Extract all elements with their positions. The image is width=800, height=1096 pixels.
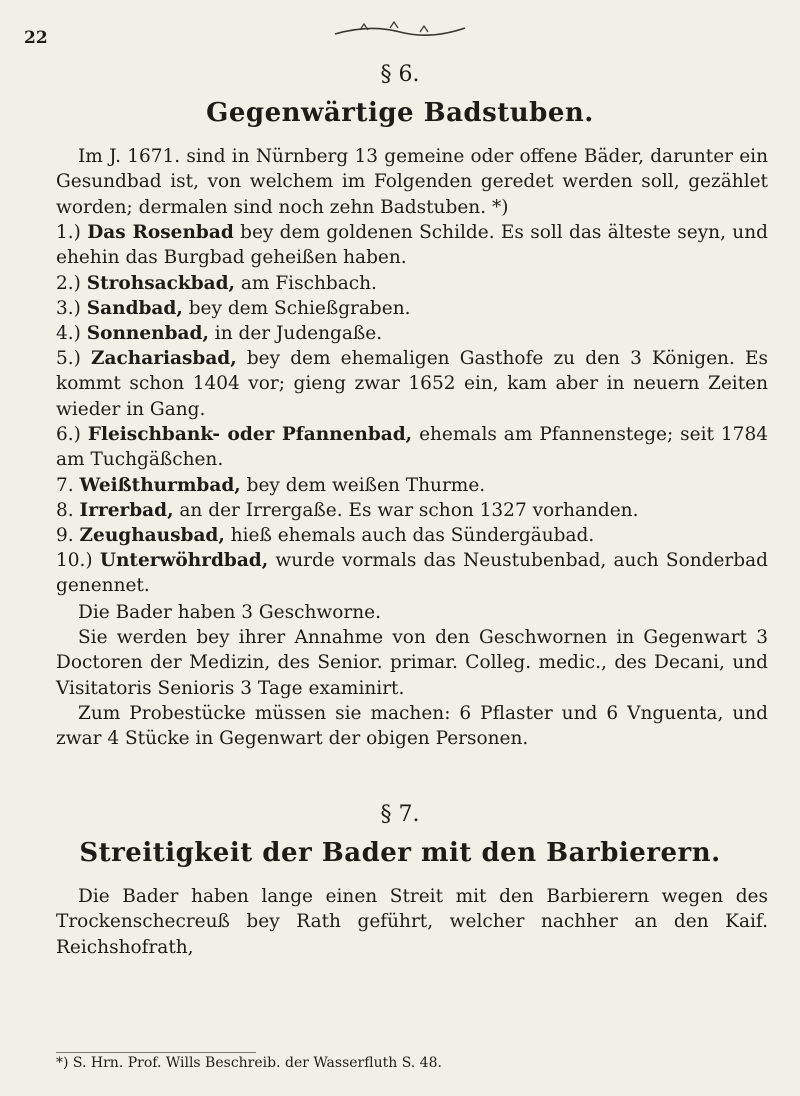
list-item xyxy=(56,498,768,523)
item-number: 6.) xyxy=(56,424,81,445)
section-7-label: § 7. xyxy=(380,802,420,827)
item-number: 4.) xyxy=(56,323,81,344)
bath-name: Strohsackbad, xyxy=(86,273,235,294)
list-item xyxy=(56,321,768,346)
list-item xyxy=(56,548,768,599)
bath-description: wurde vormals das Neustubenbad, auch Sonderbad genennet. xyxy=(56,550,768,597)
bath-name: Sonnenbad, xyxy=(86,323,209,344)
bath-description: an der Irrergaße. Es war schon 1327 vorhanden. xyxy=(173,500,639,521)
item-number: 5.) xyxy=(56,348,81,369)
list-item xyxy=(56,523,768,548)
footnote: *) S. Hrn. Prof. Wills Beschreib. der Wasserfluth S. 48. xyxy=(56,1055,442,1071)
section-6-paragraph-3: Zum Probestücke müssen sie machen: 6 Pflaster und 6 Vnguenta, und zwar 4 Stücke in Gegenwart der obigen Personen. xyxy=(56,703,768,750)
bath-name: Irrerbad, xyxy=(79,500,174,521)
bath-name: Unterwöhrdbad, xyxy=(99,550,269,571)
section-7-paragraph-1: Die Bader haben lange einen Streit mit den Barbierern wegen des Trockenschecreuß bey Rath geführt, welcher nachher an den Kaif. Reichshofrath, xyxy=(56,886,768,958)
bath-name: Zachariasbad, xyxy=(91,348,237,369)
bath-description: bey dem weißen Thurme. xyxy=(240,475,486,496)
list-item xyxy=(56,346,768,422)
section-6-label: § 6. xyxy=(380,62,420,87)
item-number: 7. xyxy=(56,475,74,496)
section-6-intro: Im J. 1671. sind in Nürnberg 13 gemeine oder offene Bäder, darunter ein Gesundbad ist, von welchem im Folgenden geredet werden soll, gezählet worden; dermalen sind noch zehn Badstuben. *) xyxy=(56,146,768,218)
bath-description: bey dem goldenen Schilde. Es soll das älteste seyn, und ehehin das Burgbad geheißen haben. xyxy=(56,222,768,269)
item-number: 1.) xyxy=(56,222,81,243)
bath-name: Sandbad, xyxy=(86,298,183,319)
item-number: 8. xyxy=(56,500,74,521)
bath-name: Weißthurmbad, xyxy=(79,475,241,496)
bath-description: in der Judengaße. xyxy=(208,323,383,344)
item-number: 2.) xyxy=(56,273,81,294)
bath-description: ehemals am Pfannenstege; seit 1784 am Tuchgäßchen. xyxy=(56,424,768,471)
bath-description: bey dem Schießgraben. xyxy=(182,298,411,319)
list-item xyxy=(56,271,768,296)
bath-description: bey dem ehemaligen Gasthofe zu den 3 Königen. Es kommt schon 1404 vor; gieng zwar 1652 ein, kam aber in neuern Zeiten wieder in Gang. xyxy=(56,348,768,420)
header-ornament-icon xyxy=(330,20,470,40)
bath-name: Das Rosenbad xyxy=(87,222,234,243)
bath-description: am Fischbach. xyxy=(235,273,377,294)
bath-name: Zeughausbad, xyxy=(79,525,225,546)
item-number: 10.) xyxy=(56,550,93,571)
item-number: 9. xyxy=(56,525,74,546)
section-7-title: Streitigkeit der Bader mit den Barbierern. xyxy=(79,838,721,868)
list-item xyxy=(56,296,768,321)
item-number: 3.) xyxy=(56,298,81,319)
footnote-divider xyxy=(56,1052,256,1053)
list-item xyxy=(56,422,768,473)
list-item xyxy=(56,220,768,271)
bath-description: hieß ehemals auch das Sündergäubad. xyxy=(224,525,595,546)
section-6-paragraph-2: Sie werden bey ihrer Annahme von den Geschwornen in Gegenwart 3 Doctoren der Medizin, des Senior. primar. Colleg. medic., des Decani, und Visitatoris Senioris 3 Tage examinirt. xyxy=(56,627,768,699)
list-item xyxy=(56,473,768,498)
bath-name: Fleischbank- oder Pfannenbad, xyxy=(87,424,413,445)
section-6-paragraph-1: Die Bader haben 3 Geschworne. xyxy=(78,602,381,623)
section-6-title: Gegenwärtige Badstuben. xyxy=(206,98,594,128)
page-number: 22 xyxy=(24,28,48,48)
